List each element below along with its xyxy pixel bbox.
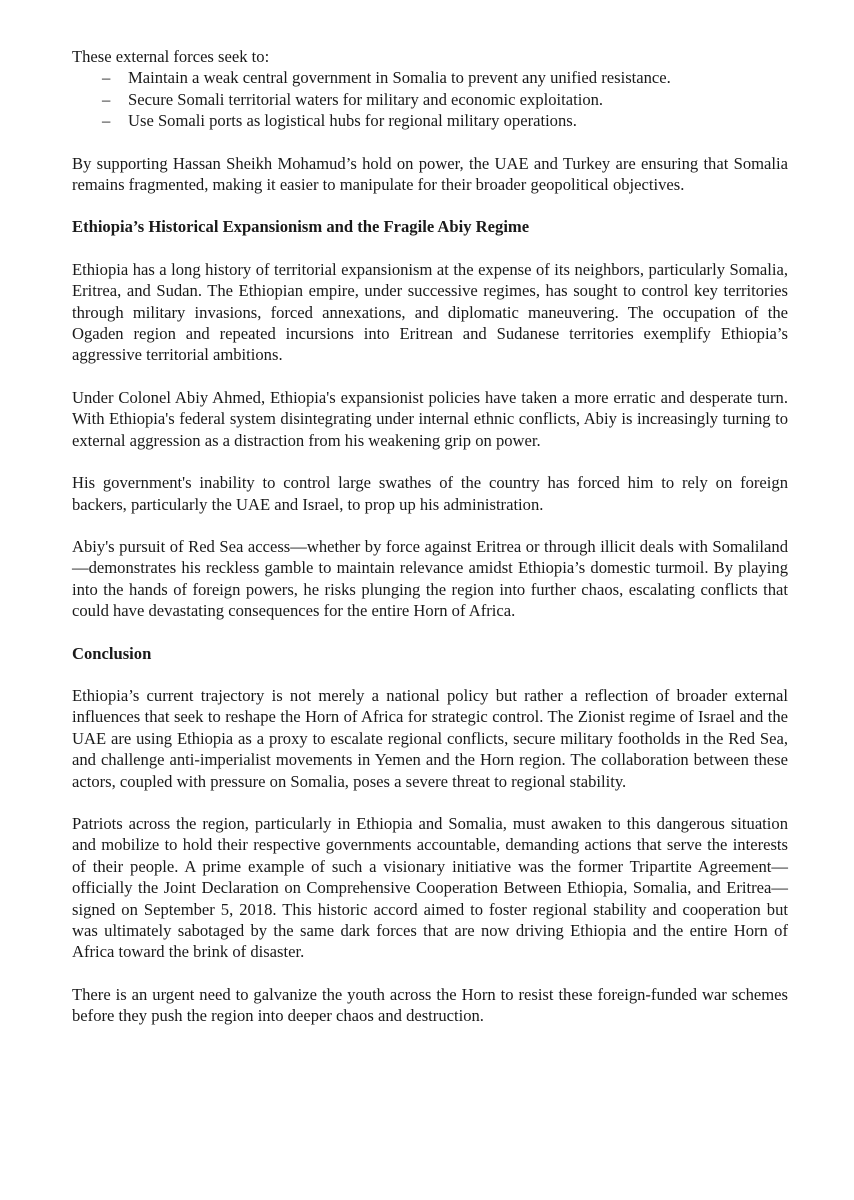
paragraph: There is an urgent need to galvanize the youth across the Horn to resist these foreign-funded war schemes before they push the region into deeper chaos and destruction. <box>72 984 788 1026</box>
dash-marker: – <box>102 89 111 109</box>
document-page <box>72 46 788 1048</box>
paragraph: Ethiopia has a long history of territorial expansionism at the expense of its neighbors, particularly Somalia, Eritrea, and Sudan. The Ethiopian empire, under successive regimes, has sought to control key territories through military invasions, forced annexations, and diplomatic maneuvering. The occupation of the Ogaden region and repeated incursions into Eritrean and Sudanese territories exemplify Ethiopia’s aggressive territorial ambitions. <box>72 259 788 365</box>
paragraph: Patriots across the region, particularly in Ethiopia and Somalia, must awaken to this dangerous situation and mobilize to hold their respective governments accountable, demanding actions that serve the interests of their people. A prime example of such a visionary initiative was the former Tripartite Agreement—officially the Joint Declaration on Comprehensive Cooperation Between Ethiopia, Somalia, and Eritrea—signed on September 5, 2018. This historic accord aimed to foster regional stability and cooperation but was ultimately sabotaged by the same dark forces that are now driving Ethiopia and the entire Horn of Africa toward the brink of disaster. <box>72 813 788 962</box>
list-item-text: Use Somali ports as logistical hubs for regional military operations. <box>128 111 577 131</box>
section-heading-conclusion: Conclusion <box>72 643 152 663</box>
forces-goals-list <box>72 67 788 131</box>
dash-marker: – <box>102 68 111 88</box>
intro-line: These external forces seek to: <box>72 47 270 66</box>
paragraph: His government's inability to control large swathes of the country has forced him to rely on foreign backers, particularly the UAE and Israel, to prop up his administration. <box>72 473 788 514</box>
list-item <box>72 110 788 131</box>
paragraph-support: By supporting Hassan Sheikh Mohamud’s hold on power, the UAE and Turkey are ensuring that Somalia remains fragmented, making it easier to manipulate for their broader geopolitical objectives. <box>72 153 788 195</box>
list-item <box>72 89 788 110</box>
list-item <box>72 67 788 88</box>
dash-marker: – <box>102 111 111 131</box>
paragraph: Under Colonel Abiy Ahmed, Ethiopia's expansionist policies have taken a more erratic and desperate turn. With Ethiopia's federal system disintegrating under internal ethnic conflicts, Abiy is increasingly turning to external aggression as a distraction from his weakening grip on power. <box>72 387 788 450</box>
paragraph: Ethiopia’s current trajectory is not merely a national policy but rather a reflection of broader external influences that seek to reshape the Horn of Africa for strategic control. The Zionist regime of Israel and the UAE are using Ethiopia as a proxy to escalate regional conflicts, secure military footholds in the Red Sea, and challenge anti-imperialist movements in Yemen and the Horn region. The collaboration between these actors, coupled with pressure on Somalia, poses a severe threat to regional stability. <box>72 685 788 791</box>
list-item-text: Maintain a weak central government in Somalia to prevent any unified resistance. <box>128 68 671 88</box>
section-heading-ethiopia: Ethiopia’s Historical Expansionism and the Fragile Abiy Regime <box>72 217 530 237</box>
list-item-text: Secure Somali territorial waters for military and economic exploitation. <box>128 89 604 109</box>
paragraph: Abiy's pursuit of Red Sea access—whether by force against Eritrea or through illicit deals with Somaliland—demonstrates his reckless gamble to maintain relevance amidst Ethiopia’s domestic turmoil. By playing into the hands of foreign powers, he risks plunging the region into further chaos, escalating conflicts that could have devastating consequences for the entire Horn of Africa. <box>72 536 788 621</box>
